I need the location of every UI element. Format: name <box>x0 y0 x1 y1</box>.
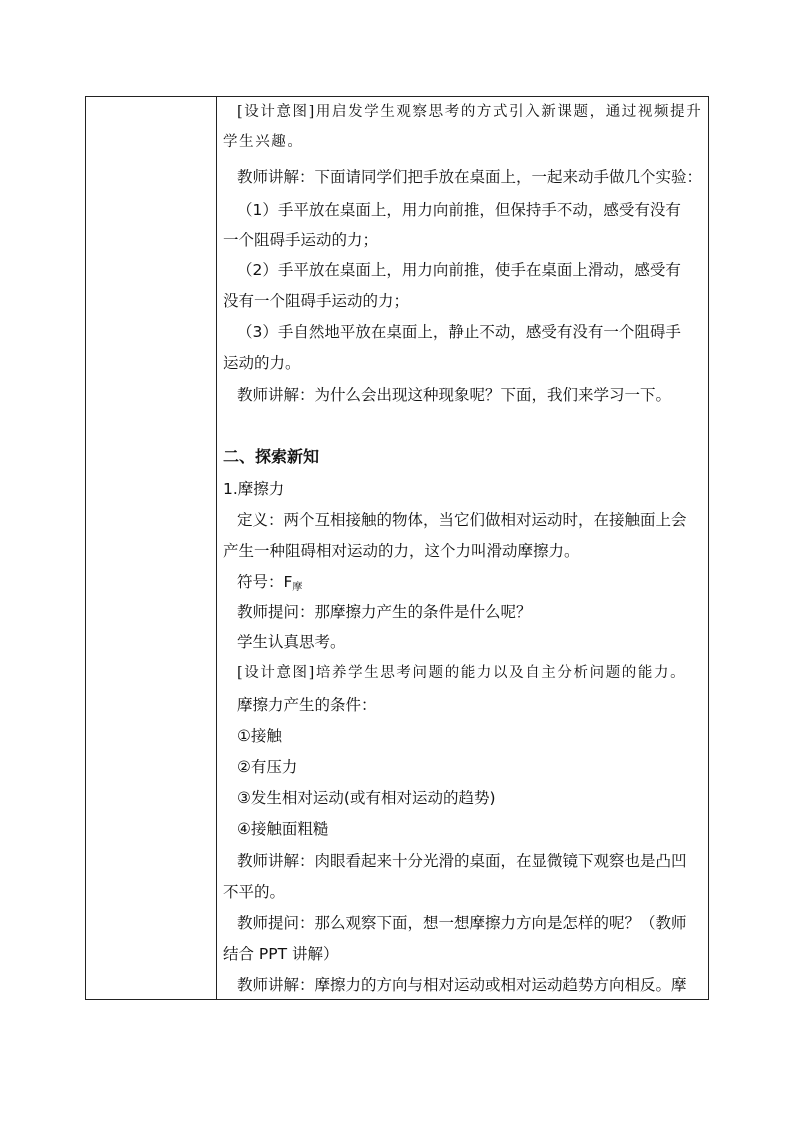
left-column-cell <box>86 97 217 999</box>
teacher-explain-4: 教师讲解：摩擦力的方向与相对运动或相对运动趋势方向相反。摩 <box>237 976 687 994</box>
teacher-explain-2: 教师讲解：为什么会出现这种现象呢？下面，我们来学习一下。 <box>237 386 672 404</box>
teacher-explain-3-line-1: 教师讲解：肉眼看起来十分光滑的桌面，在显微镜下观察也是凸凹 <box>237 852 687 870</box>
experiment-3-line-1: （3）手自然地平放在桌面上，静止不动，感受有没有一个阻碍手 <box>237 323 681 341</box>
symbol-line <box>237 572 302 598</box>
condition-4: ④接触面粗糙 <box>237 820 329 838</box>
subsection-heading: 1.摩擦力 <box>223 480 285 498</box>
student-response: 学生认真思考。 <box>237 633 346 651</box>
design-intent-2: [设计意图]培养学生思考问题的能力以及自主分析问题的能力。 <box>237 665 687 681</box>
teacher-question-2-line-1: 教师提问：那么观察下面，想一想摩擦力方向是怎样的呢？（教师 <box>237 914 687 932</box>
condition-1: ①接触 <box>237 727 282 745</box>
experiment-2-line-1: （2）手平放在桌面上，用力向前推，使手在桌面上滑动，感受有 <box>237 261 681 279</box>
teacher-question-2-line-2: 结合 PPT 讲解） <box>223 945 339 963</box>
definition-line-2: 产生一种阻碍相对运动的力，这个力叫滑动摩擦力。 <box>223 542 580 560</box>
symbol-text: 符号：F <box>237 573 293 591</box>
conditions-title: 摩擦力产生的条件： <box>237 696 377 714</box>
lesson-table <box>85 96 709 1000</box>
symbol-subscript: 摩 <box>292 582 303 593</box>
condition-2: ②有压力 <box>237 758 298 776</box>
experiment-3-line-2: 运动的力。 <box>223 354 301 372</box>
experiment-1-line-2: 一个阻碍手运动的力； <box>223 231 379 249</box>
definition-line-1: 定义：两个互相接触的物体，当它们做相对运动时，在接触面上会 <box>237 511 687 529</box>
experiment-2-line-2: 没有一个阻碍手运动的力； <box>223 292 410 310</box>
section-heading: 二、探索新知 <box>223 447 320 466</box>
teacher-explain-1: 教师讲解：下面请同学们把手放在桌面上，一起来动手做几个实验： <box>237 168 703 186</box>
experiment-1-line-1: （1）手平放在桌面上，用力向前推，但保持手不动，感受有没有 <box>237 201 681 219</box>
design-intent-line-1: [设计意图]用启发学生观察思考的方式引入新课题，通过视频提升 <box>237 104 703 120</box>
teacher-question-1: 教师提问：那摩擦力产生的条件是什么呢？ <box>237 603 532 621</box>
teacher-explain-3-line-2: 不平的。 <box>223 883 286 901</box>
condition-3: ③发生相对运动(或有相对运动的趋势) <box>237 789 496 807</box>
design-intent-line-2: 学生兴趣。 <box>223 134 304 150</box>
